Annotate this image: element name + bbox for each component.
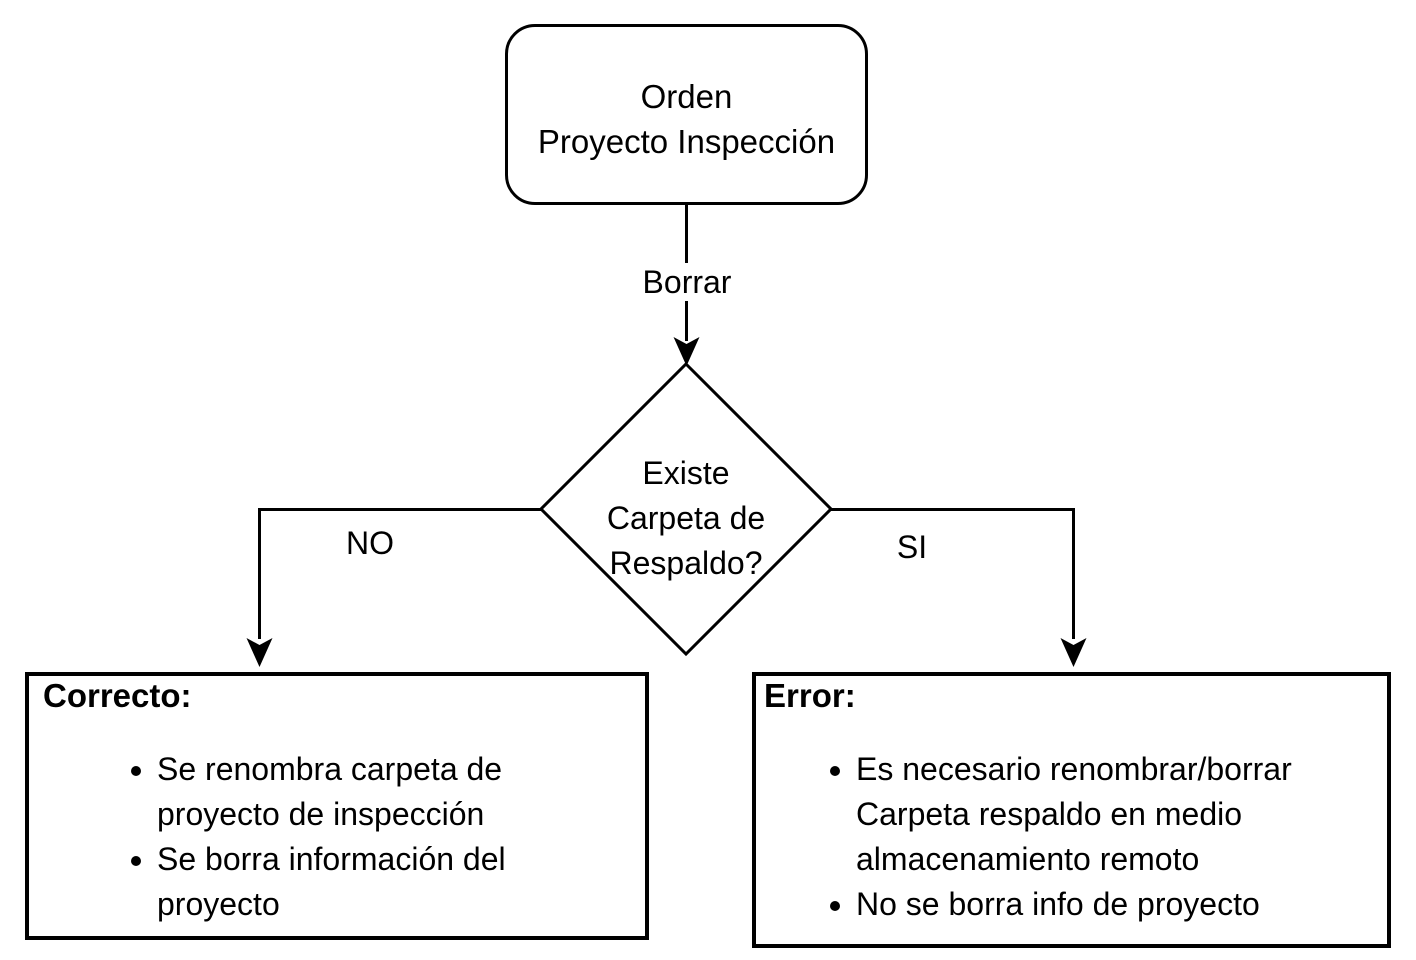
error-box-title: Error: <box>764 677 856 714</box>
error-box <box>752 672 1391 948</box>
correct-box-title: Correcto: <box>43 677 192 714</box>
bullet-line: • No se borra info de proyecto <box>856 886 1260 922</box>
decision-label-line: Existe <box>642 455 730 491</box>
decision-label-line: Respaldo? <box>609 545 763 581</box>
bullet-item <box>856 747 1387 882</box>
decision-label-line: Carpeta de <box>606 500 766 536</box>
arrowhead-down <box>247 638 273 667</box>
correct-box <box>25 672 649 940</box>
bullet-line: proyecto de inspección <box>157 796 485 832</box>
edge-label-no: NO <box>346 525 394 561</box>
edge-label-borrar: Borrar <box>635 263 739 301</box>
bullet-item <box>856 882 1387 927</box>
arrowhead-down <box>1061 638 1087 667</box>
bullet-line: Carpeta respaldo en medio <box>856 796 1243 832</box>
start-node-label-line: Proyecto Inspección <box>537 122 836 160</box>
decision-node-label <box>536 451 836 586</box>
arrowhead-down <box>674 337 700 366</box>
bullet-item <box>157 837 645 927</box>
bullet-line: almacenamiento remoto <box>856 841 1200 877</box>
edge-decision-to-error-line <box>831 510 1074 640</box>
edge-label-si: SI <box>896 529 928 565</box>
start-node <box>505 24 868 205</box>
bullet-item <box>157 747 645 837</box>
bullet-line: • Es necesario renombrar/borrar <box>856 751 1292 787</box>
error-bullet-list <box>756 747 1387 927</box>
bullet-line: proyecto <box>157 886 280 922</box>
bullet-line: • Se borra información del <box>157 841 506 877</box>
bullet-line: • Se renombra carpeta de <box>157 751 503 787</box>
start-node-label-line: Orden <box>640 77 733 115</box>
correct-bullet-list <box>29 747 645 927</box>
